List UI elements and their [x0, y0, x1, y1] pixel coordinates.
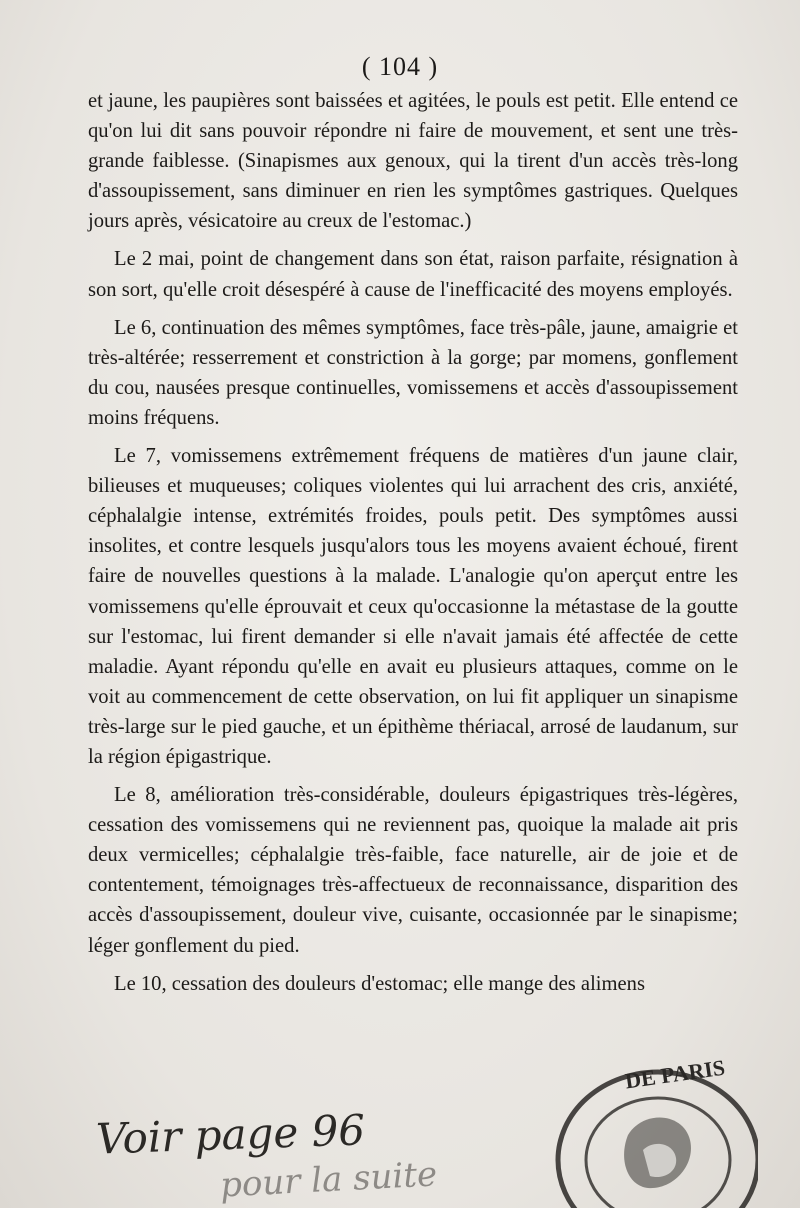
paragraph: Le 10, cessation des douleurs d'estomac; elle mange des alimens	[114, 972, 645, 995]
body-text	[88, 86, 738, 1007]
paragraph: Le 8, amélioration très-considérable, douleurs épigastriques très-légères, cessation des vomissemens qui ne reviennent pas, quoique la malade ait pris deux vermicelles; céphalalgie très-faible, face naturelle, air de joie et de contentement, témoignages très-affectueux de reconnaissance, disparition des accès d'assoupissement, douleur vive, cuisante, occasionnée par le sinapisme; léger gonflement du pied.	[88, 784, 738, 957]
paragraph: Le 6, continuation des mêmes symptômes, face très-pâle, jaune, amaigrie et très-altérée; resserrement et constriction à la gorge; par momens, gonflement du cou, nausées presque continuelles, vomissemens et accès d'assoupissement moins fréquens.	[88, 316, 738, 429]
page-number: ( 104 )	[361, 52, 439, 81]
paragraph: Le 7, vomissemens extrêmement fréquens de matières d'un jaune clair, bilieuses et muqueuses; coliques violentes qui lui arrachent des cris, anxiété, céphalalgie intense, extrémités froides, pouls petit. Des symptômes aussi insolites, et contre lesquels jusqu'alors tous les moyens avaient échoué, firent faire de nouvelles questions à la malade. L'analogie qu'on aperçut entre les vomissemens qu'elle éprouvait et ceux qu'occasionne la métastase de la goutte sur l'estomac, lui firent demander si elle n'avait jamais été affectée de cette maladie. Ayant répondu qu'elle en avait eu plusieurs attaques, comme on le voit au commencement de cette observation, on lui fit appliquer un sinapisme très-large sur le pied gauche, et un épithème thériacal, arrosé de laudanum, sur la région épigastrique.	[88, 445, 738, 768]
paragraph: et jaune, les paupières sont baissées et agitées, le pouls est petit. Elle entend ce qu'on lui dit sans pouvoir répondre ni faire de mouvement, et sent une très-grande faiblesse. (Sinapismes aux genoux, qui la tirent d'un accès très-long d'assoupissement, sans diminuer en rien les symptômes gastriques. Quelques jours après, vésicatoire au creux de l'estomac.)	[88, 90, 738, 233]
paragraph: Le 2 mai, point de changement dans son état, raison parfaite, résignation à son sort, qu'elle croit désespéré à cause de l'inefficacité des moyens employés.	[88, 248, 738, 301]
stamp-text: DE PARIS	[623, 1054, 727, 1094]
handwritten-note-reference: Voir page 96	[95, 1105, 366, 1164]
handwritten-note-continuation: pour la suite	[219, 1154, 439, 1206]
library-stamp-icon	[508, 1040, 758, 1208]
